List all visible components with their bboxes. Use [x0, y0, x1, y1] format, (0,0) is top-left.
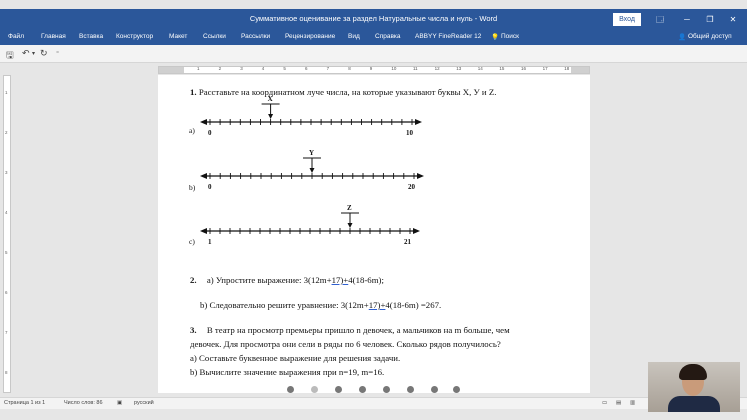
marker-arrow [268, 114, 273, 119]
status-bar [0, 397, 747, 409]
axis-arrow-right [415, 119, 422, 125]
view-print-icon[interactable]: ▤ [616, 400, 622, 406]
ruler-number: 14 [477, 66, 483, 71]
ruler-number: 8 [348, 66, 351, 71]
vruler-number: 5 [5, 250, 8, 255]
axis-arrow-left [200, 173, 207, 179]
question-1-number: 1. [190, 87, 197, 97]
part-label: b) [189, 183, 196, 192]
ruler-number: 10 [391, 66, 397, 71]
tab-view[interactable]: Вид [348, 33, 360, 40]
customize-icon[interactable]: ⁼ [56, 51, 60, 57]
ruler-number: 3 [240, 66, 243, 71]
question-3-number: 3. [190, 325, 197, 335]
webcam-overlay [648, 362, 740, 412]
number-line-a [189, 95, 422, 137]
window-title: Суммативное оценивание за раздел Натуральные числа и нуль - Word [249, 14, 498, 23]
ruler-number: 18 [564, 66, 570, 71]
quick-access-toolbar [0, 45, 747, 63]
marker-letter: Y [309, 149, 315, 157]
part-label: c) [189, 237, 195, 246]
axis-arrow-left [200, 119, 207, 125]
part-label: a) [189, 126, 195, 135]
ruler-left-margin [159, 67, 184, 73]
close-button[interactable]: ✕ [729, 15, 737, 24]
number-line-b [189, 149, 424, 192]
marker-letter: X [267, 95, 273, 103]
maximize-button[interactable]: ❐ [706, 15, 714, 24]
vruler-number: 3 [5, 170, 8, 175]
pagination-dots [287, 386, 467, 396]
vruler-number: 4 [5, 210, 8, 215]
dot[interactable] [359, 386, 366, 393]
lightbulb-icon: 💡 [491, 34, 500, 41]
ruler-number: 4 [261, 66, 265, 71]
tab-help[interactable]: Справка [375, 33, 401, 40]
title-bar [0, 9, 747, 31]
undo-dropdown-icon[interactable]: ▾ [32, 51, 36, 57]
document-page[interactable] [158, 75, 590, 393]
dot[interactable] [383, 386, 390, 393]
question-3-line2: девочек. Для просмотра они сели в ряды по 6 человек. Сколько рядов получилось? [190, 339, 501, 349]
vruler-number: 8 [5, 370, 8, 375]
share-button[interactable]: Общий доступ [688, 33, 732, 40]
word-count[interactable]: Число слов: 86 [64, 400, 103, 406]
person-hair [679, 364, 707, 380]
tab-file[interactable]: Файл [8, 33, 24, 40]
question-2-number: 2. [190, 275, 197, 285]
question-3-line1 [190, 325, 510, 335]
ruler-row [0, 63, 747, 75]
view-web-icon[interactable]: ▥ [630, 400, 636, 406]
ruler-number: 17 [542, 66, 548, 71]
ruler-number: 2 [218, 66, 222, 71]
person-body [668, 396, 720, 412]
ruler-number: 12 [434, 66, 440, 71]
question-3-line4: b) Вычислите значение выражения при n=19, m=16. [190, 367, 385, 377]
dot[interactable] [287, 386, 294, 393]
question-2b-underlined: 17)+ [368, 300, 386, 310]
ruler-number: 5 [283, 66, 286, 71]
dot[interactable] [311, 386, 318, 393]
ruler-number: 13 [456, 66, 462, 71]
question-1-text: Расставьте на координатном луче числа, на которые указывают буквы Х, У и Z. [198, 87, 497, 97]
user-icon: 👤 [678, 34, 687, 41]
tell-me-search[interactable]: Поиск [501, 33, 520, 40]
view-read-icon[interactable]: ▭ [602, 400, 608, 406]
ruler-number: 16 [521, 66, 527, 71]
ruler-number: 9 [369, 66, 373, 71]
dot[interactable] [431, 386, 438, 393]
tab-design[interactable]: Конструктор [116, 33, 154, 40]
marker-arrow [348, 223, 353, 228]
ruler-number: 11 [413, 66, 418, 71]
minimize-button[interactable]: ─ [684, 15, 690, 24]
question-3-line3: а) Составьте буквенное выражение для решения задачи. [190, 353, 401, 363]
tab-review[interactable]: Рецензирование [285, 33, 336, 40]
undo-icon[interactable]: ↶ [22, 48, 30, 58]
vertical-ruler[interactable] [3, 75, 11, 393]
vruler-number: 7 [5, 330, 8, 335]
axis-start-label: 0 [208, 129, 212, 137]
question-2a-suffix: 4(18-6m); [348, 275, 384, 285]
marker-arrow [310, 168, 315, 173]
axis-end-label: 21 [404, 238, 411, 246]
axis-start-label: 1 [208, 238, 212, 246]
ruler-number: 1 [197, 66, 200, 71]
axis-start-label: 0 [208, 183, 212, 191]
ruler-number: 15 [499, 66, 505, 71]
tab-mailings[interactable]: Рассылки [241, 33, 271, 40]
language-status[interactable]: русский [134, 400, 154, 406]
tab-references[interactable]: Ссылки [203, 33, 226, 40]
tab-layout[interactable]: Макет [169, 33, 188, 40]
save-icon[interactable]: 🖫 [6, 50, 14, 60]
ruler-number: 7 [326, 66, 330, 71]
ruler-right-margin [571, 67, 589, 73]
question-2b-suffix: 4(18-6m) =267. [385, 300, 442, 310]
number-lines [158, 75, 590, 275]
vruler-number: 6 [5, 290, 8, 295]
ribbon-tabs [0, 31, 747, 45]
question-3-text-line1: В театр на просмотр премьеры пришло n девочек, а мальчиков на m больше, чем [206, 325, 510, 335]
tab-home[interactable]: Главная [41, 33, 66, 40]
redo-icon[interactable]: ↻ [40, 48, 48, 58]
dot[interactable] [335, 386, 342, 393]
horizontal-ruler[interactable] [158, 66, 590, 74]
axis-arrow-left [200, 228, 207, 234]
question-2a [190, 275, 384, 285]
tab-insert[interactable]: Вставка [79, 33, 104, 40]
marker-letter: Z [347, 204, 352, 212]
question-2b [200, 300, 441, 310]
vruler-number: 2 [5, 130, 8, 135]
number-line-c [189, 204, 420, 246]
question-2a-prefix: a) Упростите выражение: 3(12m+ [206, 275, 332, 285]
proofing-icon[interactable]: ▣ [117, 400, 123, 406]
page-count[interactable]: Страница 1 из 1 [4, 400, 46, 406]
vruler-number: 1 [5, 90, 8, 95]
ribbon-display-options-icon[interactable]: 🗔 [655, 15, 665, 24]
axis-end-label: 20 [408, 183, 415, 191]
tab-abbyy[interactable]: ABBYY FineReader 12 [415, 33, 482, 40]
axis-arrow-right [413, 228, 420, 234]
dot[interactable] [453, 386, 460, 393]
ruler-number: 6 [305, 66, 308, 71]
axis-end-label: 10 [406, 129, 413, 137]
question-2b-prefix: b) Следовательно решите уравнение: 3(12m+ [200, 300, 369, 310]
axis-arrow-right [417, 173, 424, 179]
login-button[interactable]: Вход [613, 13, 641, 26]
question-2a-underlined: 17)+ [331, 275, 349, 285]
dot[interactable] [407, 386, 414, 393]
